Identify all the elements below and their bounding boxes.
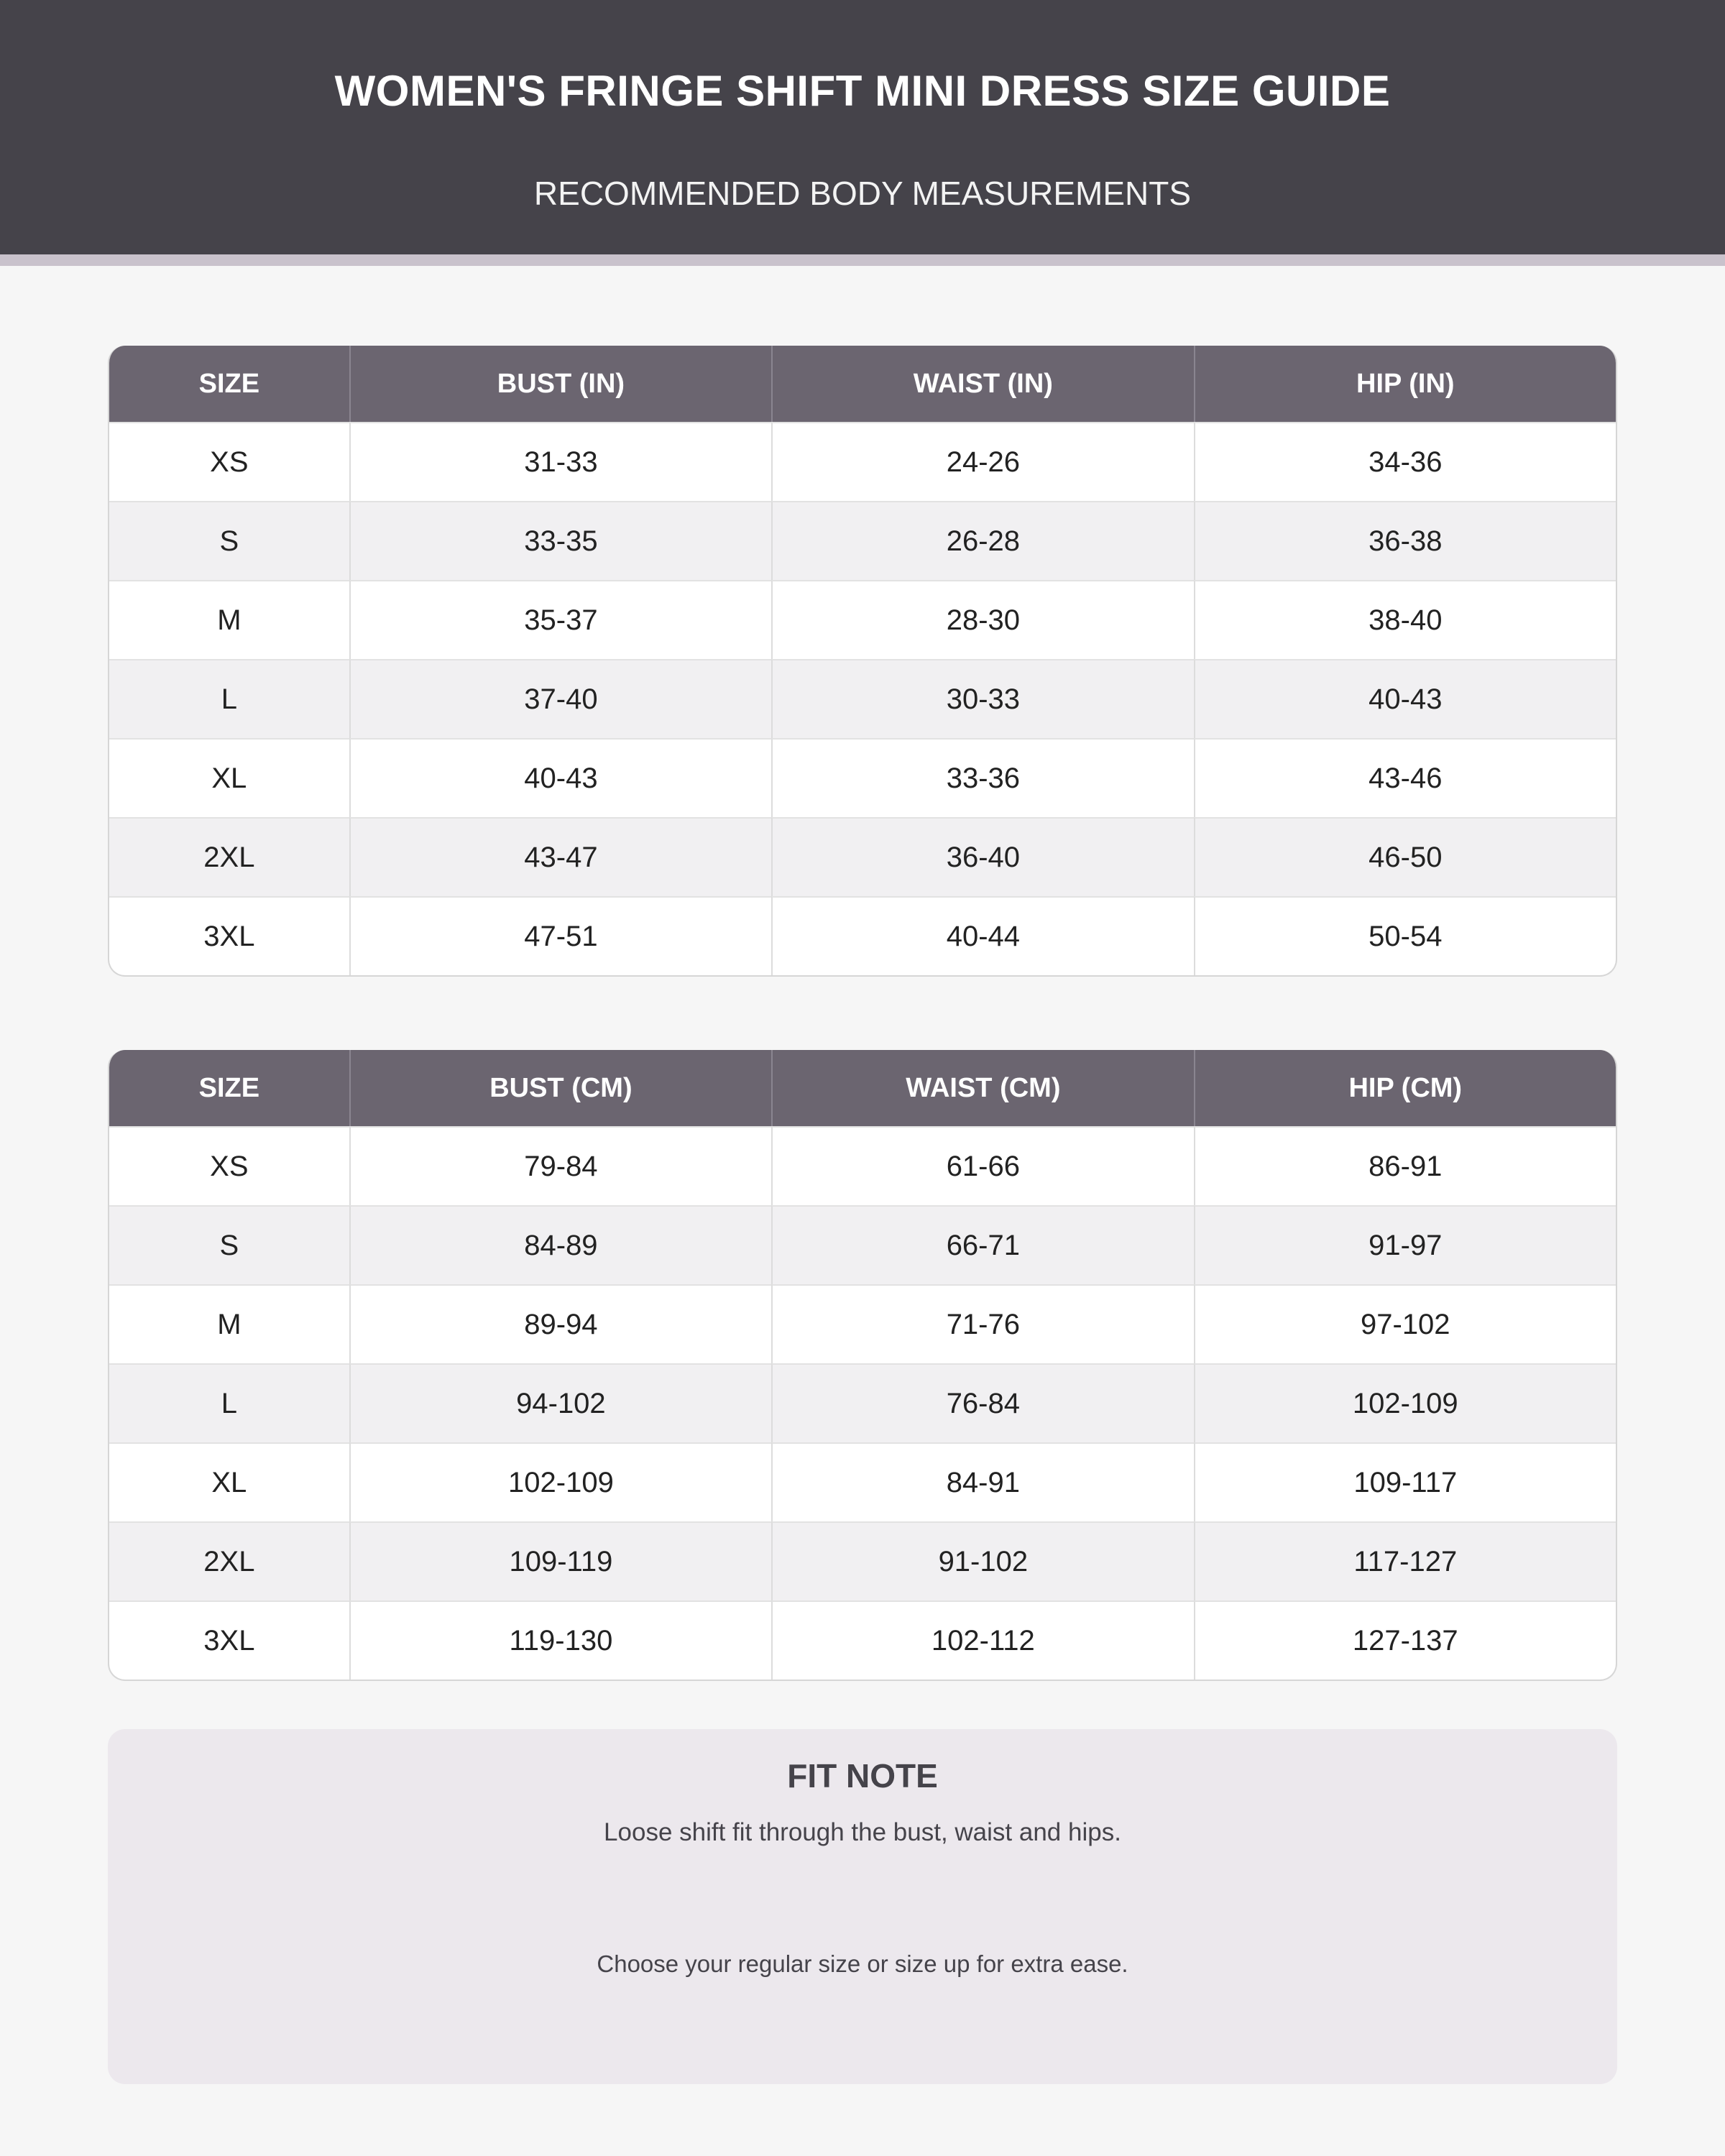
table-row xyxy=(109,1126,1616,1205)
column-header-bust: BUST (CM) xyxy=(349,1050,771,1126)
size-cell: M xyxy=(109,580,349,659)
waist-cell: 76-84 xyxy=(771,1363,1193,1442)
hip-cell: 117-127 xyxy=(1194,1521,1616,1600)
hip-cell: 36-38 xyxy=(1194,501,1616,580)
waist-cell: 102-112 xyxy=(771,1600,1193,1680)
waist-cell: 40-44 xyxy=(771,896,1193,975)
table-row xyxy=(109,1521,1616,1600)
table-row xyxy=(109,659,1616,738)
page-title: WOMEN'S FRINGE SHIFT MINI DRESS SIZE GUIDE xyxy=(334,67,1391,115)
waist-cell: 71-76 xyxy=(771,1284,1193,1363)
hip-cell: 127-137 xyxy=(1194,1600,1616,1680)
waist-cell: 91-102 xyxy=(771,1521,1193,1600)
hip-cell: 91-97 xyxy=(1194,1205,1616,1284)
size-cell: 2XL xyxy=(109,1521,349,1600)
hip-cell: 97-102 xyxy=(1194,1284,1616,1363)
bust-cell: 102-109 xyxy=(349,1442,771,1521)
column-header-size: SIZE xyxy=(109,1050,349,1126)
waist-cell: 61-66 xyxy=(771,1126,1193,1205)
size-cell: 3XL xyxy=(109,1600,349,1680)
size-cell: L xyxy=(109,1363,349,1442)
hip-cell: 40-43 xyxy=(1194,659,1616,738)
waist-cell: 66-71 xyxy=(771,1205,1193,1284)
bust-cell: 119-130 xyxy=(349,1600,771,1680)
table-row xyxy=(109,501,1616,580)
waist-cell: 26-28 xyxy=(771,501,1193,580)
column-header-hip: HIP (CM) xyxy=(1194,1050,1616,1126)
bust-cell: 109-119 xyxy=(349,1521,771,1600)
table-row xyxy=(109,817,1616,896)
column-header-bust: BUST (IN) xyxy=(349,346,771,422)
table-row xyxy=(109,738,1616,817)
size-cell: S xyxy=(109,501,349,580)
size-cell: S xyxy=(109,1205,349,1284)
fit-note-text-secondary: Choose your regular size or size up for extra ease. xyxy=(597,1950,1128,1977)
size-cell: XL xyxy=(109,738,349,817)
hip-cell: 86-91 xyxy=(1194,1126,1616,1205)
bust-cell: 89-94 xyxy=(349,1284,771,1363)
bust-cell: 40-43 xyxy=(349,738,771,817)
table-row xyxy=(109,422,1616,501)
bust-cell: 35-37 xyxy=(349,580,771,659)
size-cell: L xyxy=(109,659,349,738)
bust-cell: 84-89 xyxy=(349,1205,771,1284)
table-row xyxy=(109,1363,1616,1442)
bust-cell: 47-51 xyxy=(349,896,771,975)
fit-note-title: FIT NOTE xyxy=(787,1757,938,1795)
column-header-size: SIZE xyxy=(109,346,349,422)
table-row xyxy=(109,896,1616,975)
bust-cell: 79-84 xyxy=(349,1126,771,1205)
page-header xyxy=(0,0,1725,266)
bust-cell: 37-40 xyxy=(349,659,771,738)
hip-cell: 38-40 xyxy=(1194,580,1616,659)
waist-cell: 28-30 xyxy=(771,580,1193,659)
hip-cell: 43-46 xyxy=(1194,738,1616,817)
size-cell: M xyxy=(109,1284,349,1363)
hip-cell: 46-50 xyxy=(1194,817,1616,896)
hip-cell: 50-54 xyxy=(1194,896,1616,975)
size-cell: 2XL xyxy=(109,817,349,896)
table-row xyxy=(109,1284,1616,1363)
size-table-inches xyxy=(108,346,1617,977)
column-header-waist: WAIST (CM) xyxy=(771,1050,1193,1126)
column-header-hip: HIP (IN) xyxy=(1194,346,1616,422)
size-table-centimeters xyxy=(108,1050,1617,1681)
table-header-row xyxy=(109,1050,1616,1126)
size-cell: XS xyxy=(109,422,349,501)
hip-cell: 102-109 xyxy=(1194,1363,1616,1442)
table-row xyxy=(109,1442,1616,1521)
waist-cell: 30-33 xyxy=(771,659,1193,738)
hip-cell: 34-36 xyxy=(1194,422,1616,501)
bust-cell: 94-102 xyxy=(349,1363,771,1442)
table-row xyxy=(109,1600,1616,1680)
waist-cell: 33-36 xyxy=(771,738,1193,817)
page-subtitle: RECOMMENDED BODY MEASUREMENTS xyxy=(533,175,1192,212)
waist-cell: 36-40 xyxy=(771,817,1193,896)
table-header-row xyxy=(109,346,1616,422)
table-row xyxy=(109,1205,1616,1284)
size-cell: XS xyxy=(109,1126,349,1205)
bust-cell: 31-33 xyxy=(349,422,771,501)
column-header-waist: WAIST (IN) xyxy=(771,346,1193,422)
size-cell: 3XL xyxy=(109,896,349,975)
hip-cell: 109-117 xyxy=(1194,1442,1616,1521)
bust-cell: 33-35 xyxy=(349,501,771,580)
bust-cell: 43-47 xyxy=(349,817,771,896)
fit-note-panel xyxy=(108,1729,1617,2084)
waist-cell: 84-91 xyxy=(771,1442,1193,1521)
fit-note-text: Loose shift fit through the bust, waist and hips. xyxy=(604,1818,1121,1846)
waist-cell: 24-26 xyxy=(771,422,1193,501)
size-cell: XL xyxy=(109,1442,349,1521)
table-row xyxy=(109,580,1616,659)
